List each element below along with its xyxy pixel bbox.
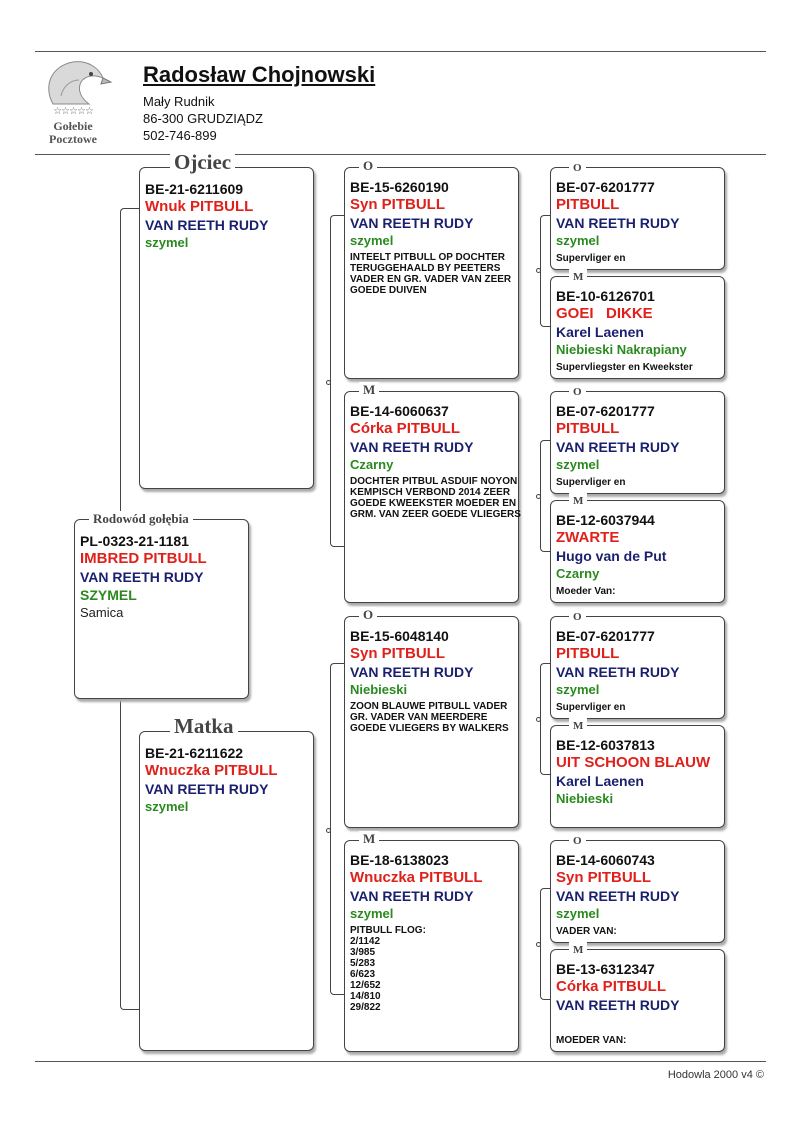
ggp-mff-ring: BE-07-6201777 bbox=[556, 628, 655, 644]
subject-caption: Rodowód gołębia bbox=[89, 511, 193, 527]
ggp-mmf-box bbox=[550, 835, 725, 943]
ggp-fmm-note: Moeder Van: bbox=[556, 586, 616, 597]
ggp-fmf-box bbox=[550, 386, 725, 494]
logo-text-2: Pocztowe bbox=[49, 132, 97, 146]
maternal-granddam-caption: M bbox=[359, 831, 379, 847]
owner-address-1: Mały Rudnik bbox=[143, 94, 215, 109]
subject-sex: Samica bbox=[80, 605, 124, 620]
maternal-grandsire-box bbox=[344, 607, 519, 828]
ggp-fmf-name: PITBULL bbox=[556, 420, 620, 437]
ggp-fff-breeder: VAN REETH RUDY bbox=[556, 215, 680, 231]
ggp-mfm-box bbox=[550, 720, 725, 828]
ggp-mff-name: PITBULL bbox=[556, 645, 620, 662]
maternal-grandsire-breeder: VAN REETH RUDY bbox=[350, 664, 474, 680]
maternal-grandsire-note: ZOON BLAUWE PITBULL VADER GR. VADER VAN MEERDERE GOEDE VLIEGERS BY WALKERS bbox=[350, 701, 509, 734]
paternal-grandsire-box bbox=[344, 158, 519, 379]
mother-color: szymel bbox=[145, 799, 189, 814]
connector-dot bbox=[326, 380, 331, 385]
logo-stars: ☆☆☆☆☆ bbox=[53, 106, 93, 117]
ggp-ffm-note: Supervliegster en Kweekster bbox=[556, 362, 693, 373]
father-name: Wnuk PITBULL bbox=[145, 198, 254, 215]
connector-dot bbox=[536, 942, 541, 947]
ggp-mfm-name: UIT SCHOON BLAUW bbox=[556, 754, 711, 771]
ggp-fmf-note: Supervliger en bbox=[556, 477, 626, 488]
ggp-fmf-ring: BE-07-6201777 bbox=[556, 403, 655, 419]
father-box bbox=[139, 150, 314, 489]
ggp-ffm-caption: M bbox=[569, 269, 587, 285]
paternal-granddam-breeder: VAN REETH RUDY bbox=[350, 439, 474, 455]
mother-caption: Matka bbox=[170, 718, 238, 734]
flight-note-line: 29/822 bbox=[350, 1002, 381, 1013]
connector-father bbox=[330, 215, 344, 547]
ggp-fff-caption: O bbox=[569, 160, 586, 176]
flight-note-line: 5/283 bbox=[350, 958, 376, 969]
pigeon-logo bbox=[33, 56, 113, 148]
ggp-ffm-breeder: Karel Laenen bbox=[556, 324, 644, 340]
ggp-mff-box bbox=[550, 611, 725, 719]
maternal-grandsire-ring: BE-15-6048140 bbox=[350, 628, 449, 644]
ggp-fff-color: szymel bbox=[556, 233, 600, 248]
paternal-granddam-color: Czarny bbox=[350, 457, 394, 472]
paternal-granddam-note: DOCHTER PITBUL ASDUIF NOYON KEMPISCH VERBOND 2014 ZEER GOEDE KWEEKSTER MOEDER EN GRM. VAN ZEER GOEDE VLIEGERS bbox=[350, 476, 521, 520]
subject-name: IMBRED PITBULL bbox=[80, 550, 207, 567]
maternal-grandsire-name: Syn PITBULL bbox=[350, 645, 446, 662]
ggp-fmm-box bbox=[550, 495, 725, 603]
ggp-mmm-ring: BE-13-6312347 bbox=[556, 961, 655, 977]
flight-note-line: 3/985 bbox=[350, 947, 376, 958]
paternal-granddam-name: Córka PITBULL bbox=[350, 420, 461, 437]
ggp-mmf-note: VADER VAN: bbox=[556, 926, 617, 937]
ggp-mfm-ring: BE-12-6037813 bbox=[556, 737, 655, 753]
ggp-mff-breeder: VAN REETH RUDY bbox=[556, 664, 680, 680]
maternal-grandsire-caption: O bbox=[359, 607, 377, 623]
connector-dot bbox=[326, 828, 331, 833]
father-ring: BE-21-6211609 bbox=[145, 181, 244, 197]
mother-name: Wnuczka PITBULL bbox=[145, 762, 278, 779]
ggp-mmm-name: Córka PITBULL bbox=[556, 978, 667, 995]
ggp-fff-name: PITBULL bbox=[556, 196, 620, 213]
subject-ring: PL-0323-21-1181 bbox=[80, 533, 189, 549]
ggp-fmm-breeder: Hugo van de Put bbox=[556, 548, 667, 564]
connector-ff bbox=[540, 215, 550, 327]
ggp-fmf-breeder: VAN REETH RUDY bbox=[556, 439, 680, 455]
ggp-mmf-caption: O bbox=[569, 833, 586, 849]
ggp-mmm-breeder: VAN REETH RUDY bbox=[556, 997, 680, 1013]
ggp-mff-color: szymel bbox=[556, 682, 600, 697]
ggp-mmm-note: MOEDER VAN: bbox=[556, 1035, 627, 1046]
father-caption: Ojciec bbox=[170, 154, 235, 170]
ggp-fmm-ring: BE-12-6037944 bbox=[556, 512, 655, 528]
paternal-grandsire-ring: BE-15-6260190 bbox=[350, 179, 449, 195]
connector-dot bbox=[536, 494, 541, 499]
subject-breeder: VAN REETH RUDY bbox=[80, 569, 204, 585]
ggp-mmf-color: szymel bbox=[556, 906, 600, 921]
subject-box bbox=[74, 511, 249, 699]
ggp-mfm-breeder: Karel Laenen bbox=[556, 773, 644, 789]
ggp-fmm-name: ZWARTE bbox=[556, 529, 620, 546]
header-rule bbox=[35, 154, 766, 155]
ggp-mfm-color: Niebieski bbox=[556, 791, 614, 806]
ggp-fff-box bbox=[550, 162, 725, 270]
ggp-mmf-ring: BE-14-6060743 bbox=[556, 852, 655, 868]
owner-address-2: 86-300 GRUDZIĄDZ bbox=[143, 111, 263, 126]
connector-mf bbox=[540, 663, 550, 775]
paternal-granddam-caption: M bbox=[359, 382, 379, 398]
owner-name: Radosław Chojnowski bbox=[143, 62, 376, 87]
flight-note-line: 2/1142 bbox=[350, 936, 381, 947]
pigeon-head-icon bbox=[33, 56, 113, 106]
father-breeder: VAN REETH RUDY bbox=[145, 217, 269, 233]
ggp-ffm-box bbox=[550, 271, 725, 379]
flight-note-line: PITBULL FLOG: bbox=[350, 925, 426, 936]
flight-note-line: 14/810 bbox=[350, 991, 381, 1002]
subject-color: SZYMEL bbox=[80, 587, 137, 603]
paternal-granddam-ring: BE-14-6060637 bbox=[350, 403, 449, 419]
maternal-granddam-breeder: VAN REETH RUDY bbox=[350, 888, 474, 904]
footer-rule bbox=[35, 1061, 766, 1062]
ggp-fmf-caption: O bbox=[569, 384, 586, 400]
connector-dot bbox=[536, 717, 541, 722]
ggp-ffm-color: Niebieski Nakrapiany bbox=[556, 342, 687, 357]
paternal-grandsire-caption: O bbox=[359, 158, 377, 174]
owner-phone: 502-746-899 bbox=[143, 128, 217, 143]
paternal-grandsire-name: Syn PITBULL bbox=[350, 196, 446, 213]
paternal-grandsire-note: INTEELT PITBULL OP DOCHTER TERUGGEHAALD BY PEETERS VADER EN GR. VADER VAN ZEER GOEDE DUIVEN bbox=[350, 252, 512, 296]
top-rule bbox=[35, 51, 766, 52]
paternal-granddam-box bbox=[344, 382, 521, 603]
maternal-granddam-name: Wnuczka PITBULL bbox=[350, 869, 483, 886]
connector-dot bbox=[536, 268, 541, 273]
connector-mm bbox=[540, 888, 550, 1000]
ggp-mmf-breeder: VAN REETH RUDY bbox=[556, 888, 680, 904]
connector-fm bbox=[540, 440, 550, 552]
maternal-granddam-box bbox=[344, 831, 519, 1052]
maternal-granddam-color: szymel bbox=[350, 906, 394, 921]
ggp-fmm-caption: M bbox=[569, 493, 587, 509]
mother-box bbox=[139, 714, 314, 1051]
ggp-fff-ring: BE-07-6201777 bbox=[556, 179, 655, 195]
flight-note-line: 12/652 bbox=[350, 980, 381, 991]
ggp-mmf-name: Syn PITBULL bbox=[556, 869, 652, 886]
footer-credit: Hodowla 2000 v4 © bbox=[667, 1069, 764, 1081]
ggp-fmm-color: Czarny bbox=[556, 566, 600, 581]
ggp-mff-caption: O bbox=[569, 609, 586, 625]
flight-note-line: 6/623 bbox=[350, 969, 376, 980]
ggp-ffm-name: GOEI DIKKE bbox=[556, 305, 653, 322]
ggp-fff-note: Supervliger en bbox=[556, 253, 626, 264]
connector-mother bbox=[330, 663, 344, 995]
mother-ring: BE-21-6211622 bbox=[145, 745, 244, 761]
ggp-mfm-caption: M bbox=[569, 718, 587, 734]
paternal-grandsire-breeder: VAN REETH RUDY bbox=[350, 215, 474, 231]
ggp-mff-note: Supervliger en bbox=[556, 702, 626, 713]
ggp-mmm-caption: M bbox=[569, 942, 587, 958]
maternal-grandsire-color: Niebieski bbox=[350, 682, 408, 697]
ggp-fmf-color: szymel bbox=[556, 457, 600, 472]
father-color: szymel bbox=[145, 235, 189, 250]
ggp-mmm-box bbox=[550, 944, 725, 1052]
maternal-granddam-ring: BE-18-6138023 bbox=[350, 852, 449, 868]
paternal-grandsire-color: szymel bbox=[350, 233, 394, 248]
ggp-ffm-ring: BE-10-6126701 bbox=[556, 288, 655, 304]
mother-breeder: VAN REETH RUDY bbox=[145, 781, 269, 797]
logo-text-1: Gołebie bbox=[53, 119, 93, 133]
